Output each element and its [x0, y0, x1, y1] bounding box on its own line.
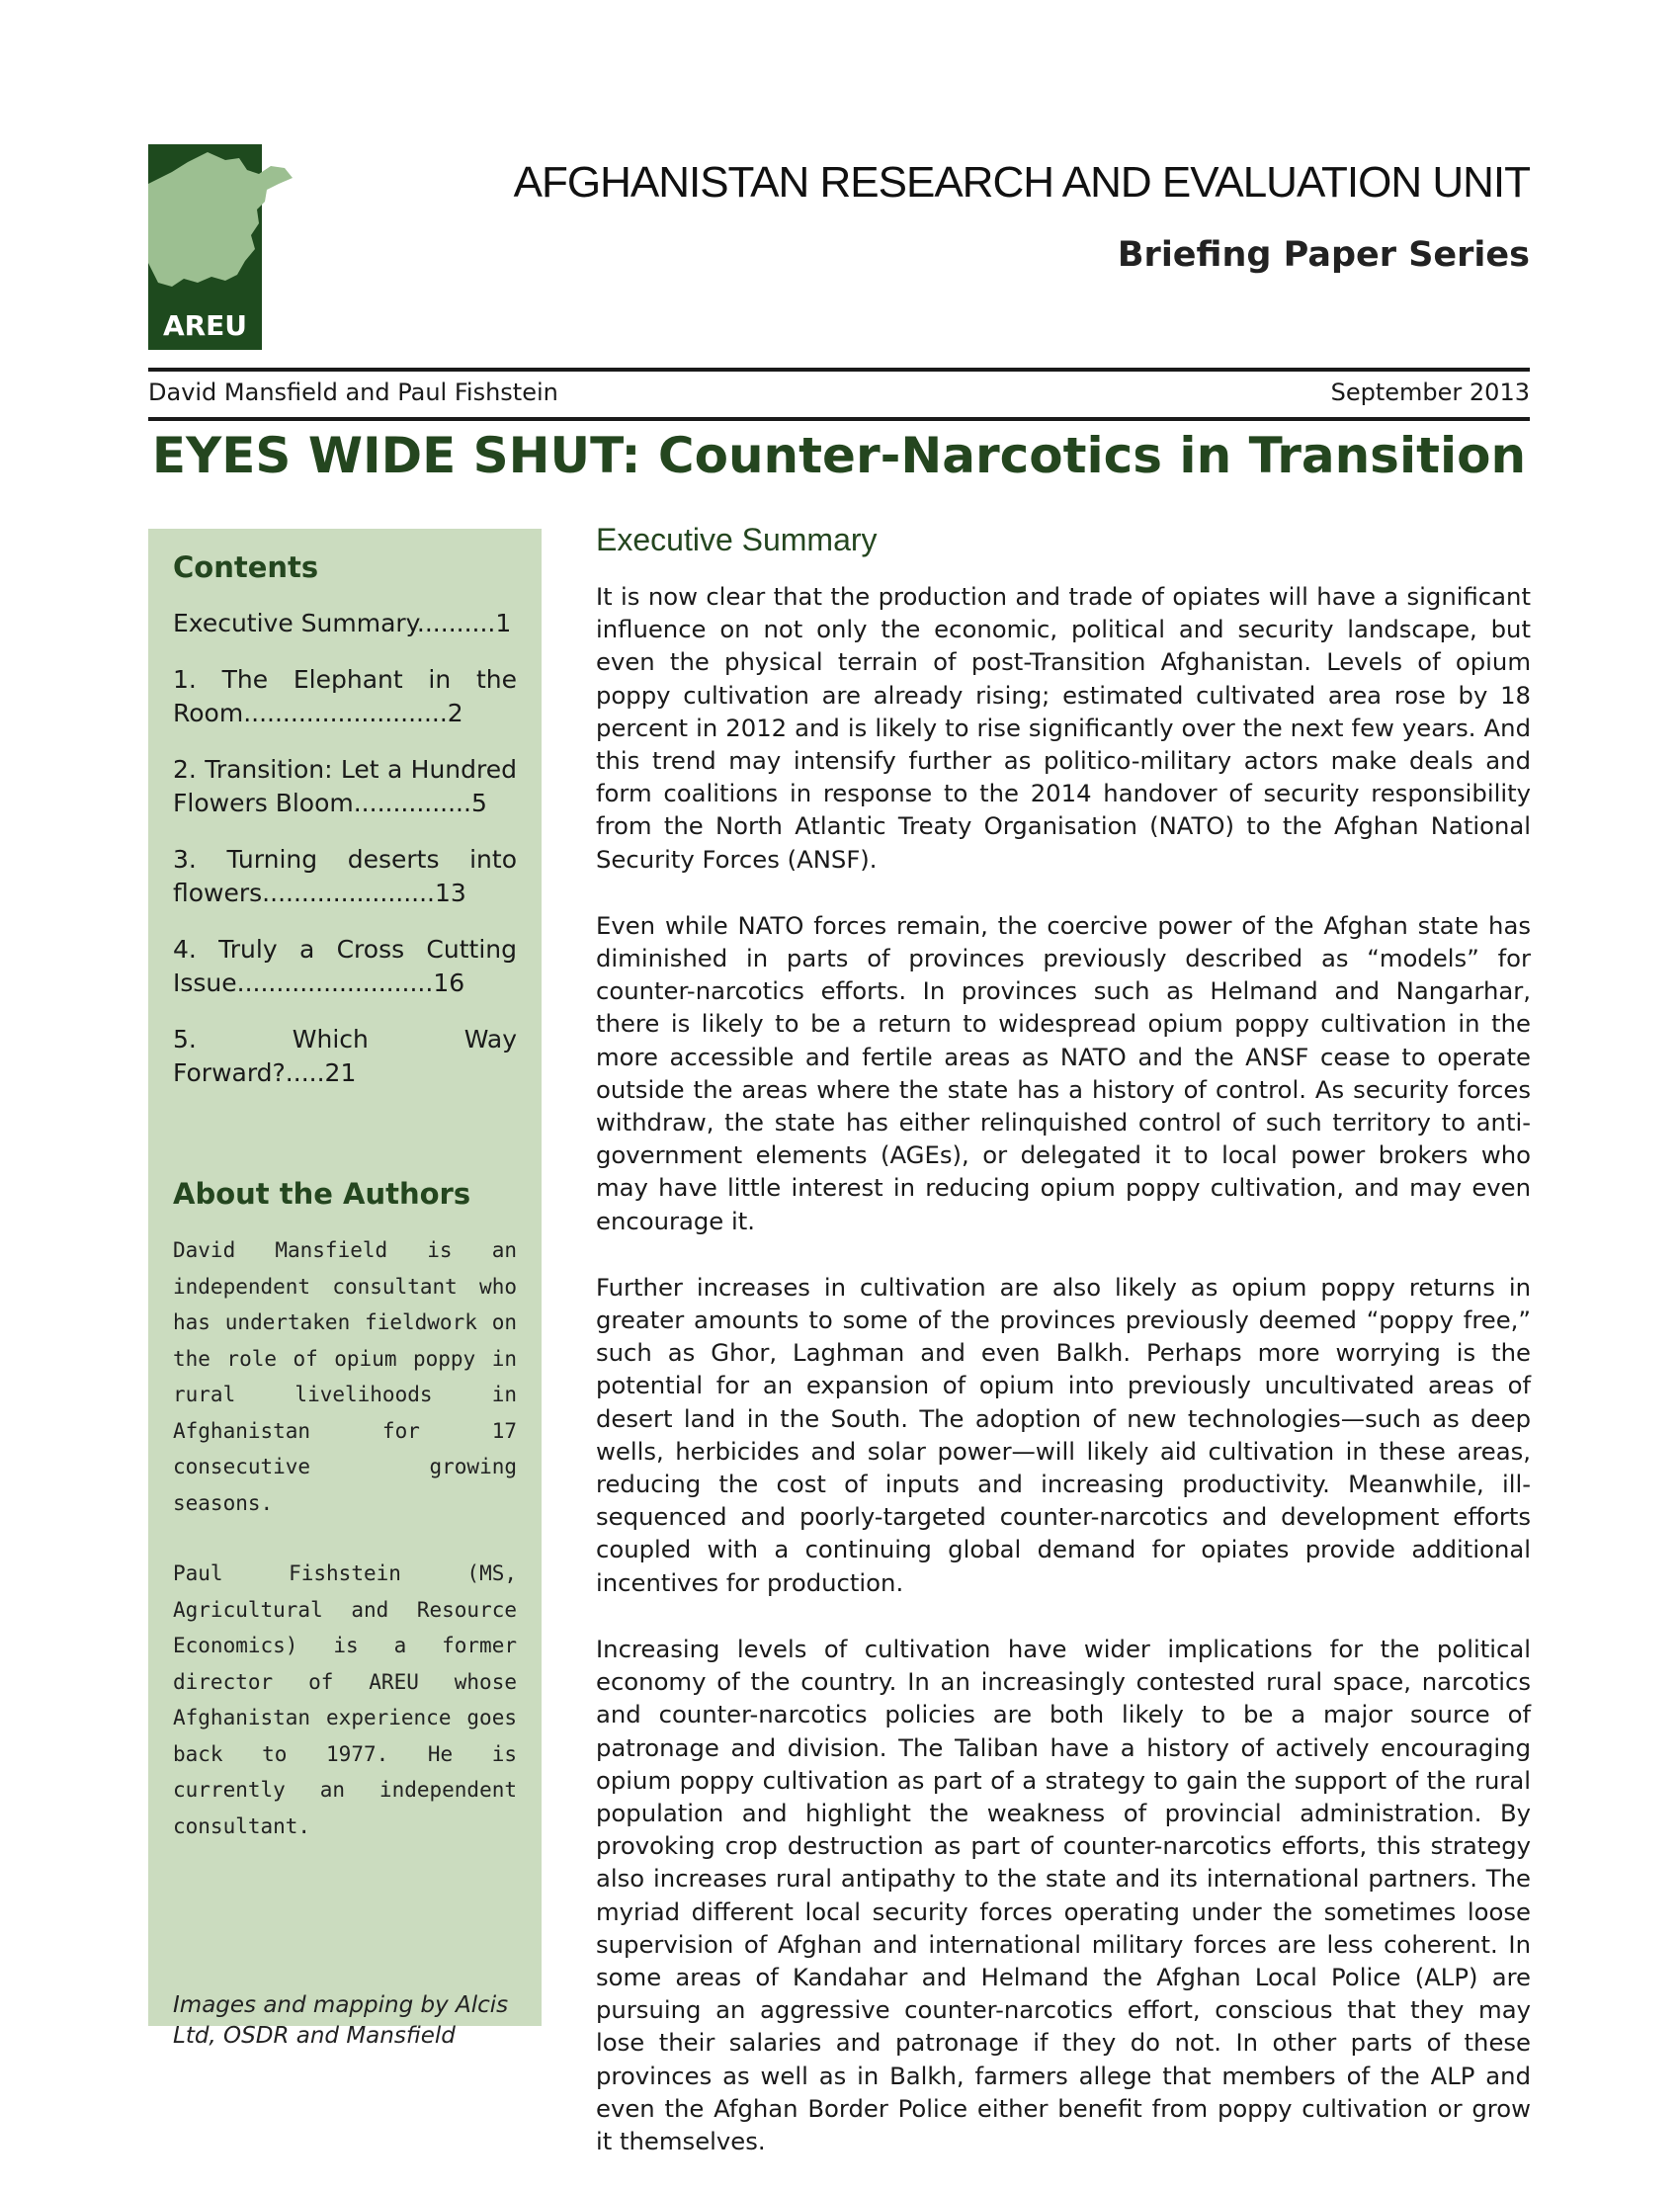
body-paragraph: Even while NATO forces remain, the coercive power of the Afghan state has diminished in parts of provinces previously described as “models” for counter-narcotics efforts. In provinces such as Helmand and Nangarhar, there is likely to be a return to widespread opium poppy cultivation in the more accessible and fertile areas as NATO and the ANSF cease to operate outside the areas where the state has a history of control. As security forces withdraw, the state has either relinquished control of such territory to anti-government elements (AGEs), or delegated it to local power brokers who may have little interest in reducing opium poppy cultivation, and may even encourage it.: [596, 910, 1531, 1235]
series-title: Briefing Paper Series: [1117, 235, 1530, 275]
authors-line: David Mansfield and Paul Fishstein: [148, 379, 558, 406]
logo-label: AREU: [162, 309, 248, 342]
toc-item[interactable]: 5. Which Way Forward?.....21: [173, 1025, 517, 1087]
org-name: AFGHANISTAN RESEARCH AND EVALUATION UNIT: [513, 158, 1530, 207]
areu-logo: [148, 144, 262, 350]
credits-line: Ltd, OSDR and Mansfield: [173, 2023, 456, 2049]
author-bio: David Mansfield is an independent consultant who has undertaken fieldwork on the role of opium poppy in rural livelihoods in Afghanistan for 17 consecutive growing seasons.: [173, 1238, 517, 1515]
contents-heading: Contents: [173, 550, 319, 584]
toc-item[interactable]: Executive Summary..........1: [173, 609, 512, 637]
sidebar: [148, 529, 542, 2049]
top-divider: [148, 368, 1530, 372]
author-bio: Paul Fishstein (MS, Agricultural and Resource Economics) is a former director of AREU whose Afghanistan experience goes back to 1977. He is currently an independent consultant.: [173, 1561, 517, 1838]
credits-line: Images and mapping by Alcis: [173, 1992, 509, 2018]
image-credits: [173, 1990, 517, 2052]
table-of-contents: [173, 607, 517, 1090]
toc-item[interactable]: 1. The Elephant in the Room..........................2: [173, 665, 517, 727]
body-paragraph: It is now clear that the production and trade of opiates will have a significant influence on not only the economic, political and security landscape, but even the physical terrain of post-Transition Afghanistan. Levels of opium poppy cultivation are already rising; estimated cultivated area rose by 18 percent in 2012 and is likely to rise significantly over the next few years. And this trend may intensify further as politico-military actors make deals and form coalitions in response to the 2014 handover of security responsibility from the North Atlantic Treaty Organisation (NATO) to the Afghan National Security Forces (ANSF).: [596, 582, 1531, 874]
toc-item[interactable]: 3. Turning deserts into flowers......................13: [173, 845, 517, 907]
section-heading: Executive Summary: [596, 522, 878, 557]
main-content: [596, 522, 1531, 2191]
toc-item[interactable]: 4. Truly a Cross Cutting Issue.........................16: [173, 935, 517, 997]
toc-item[interactable]: 2. Transition: Let a Hundred Flowers Bloom...............5: [173, 755, 517, 817]
byline: [148, 379, 1530, 406]
bottom-divider: [148, 417, 1530, 421]
authors-heading: About the Authors: [173, 1177, 471, 1211]
publication-date: September 2013: [1330, 379, 1530, 406]
page-title: EYES WIDE SHUT: Counter-Narcotics in Transition: [151, 427, 1527, 484]
body-paragraph: Further increases in cultivation are also likely as opium poppy returns in greater amounts to some of the provinces previously deemed “poppy free,” such as Ghor, Laghman and even Balkh. Perhaps more worrying is the potential for an expansion of opium into previously uncultivated areas of desert land in the South. The adoption of new technologies—such as deep wells, herbicides and solar power—will likely aid cultivation in these areas, reducing the cost of inputs and increasing productivity. Meanwhile, ill-sequenced and poorly-targeted counter-narcotics and development efforts coupled with a continuing global demand for opiates provide additional incentives for production.: [596, 1272, 1531, 1597]
body-paragraph: Increasing levels of cultivation have wider implications for the political economy of the country. In an increasingly contested rural space, narcotics and counter-narcotics policies are both likely to be a major source of patronage and division. The Taliban have a history of actively encouraging opium poppy cultivation as part of a strategy to gain the support of the rural population and highlight the weakness of provincial administration. By provoking crop destruction as part of counter-narcotics efforts, this strategy also increases rural antipathy to the state and its international partners. The myriad different local security forces operating under the sometimes loose supervision of Afghan and international military forces are less coherent. In some areas of Kandahar and Helmand the Afghan Local Police (ALP) are pursuing an aggressive counter-narcotics effort, conscious that they may lose their salaries and patronage if they do not. In other parts of these provinces as well as in Balkh, farmers allege that members of the ALP and even the Afghan Border Police either benefit from poppy cultivation or grow it themselves.: [596, 1634, 1531, 2155]
